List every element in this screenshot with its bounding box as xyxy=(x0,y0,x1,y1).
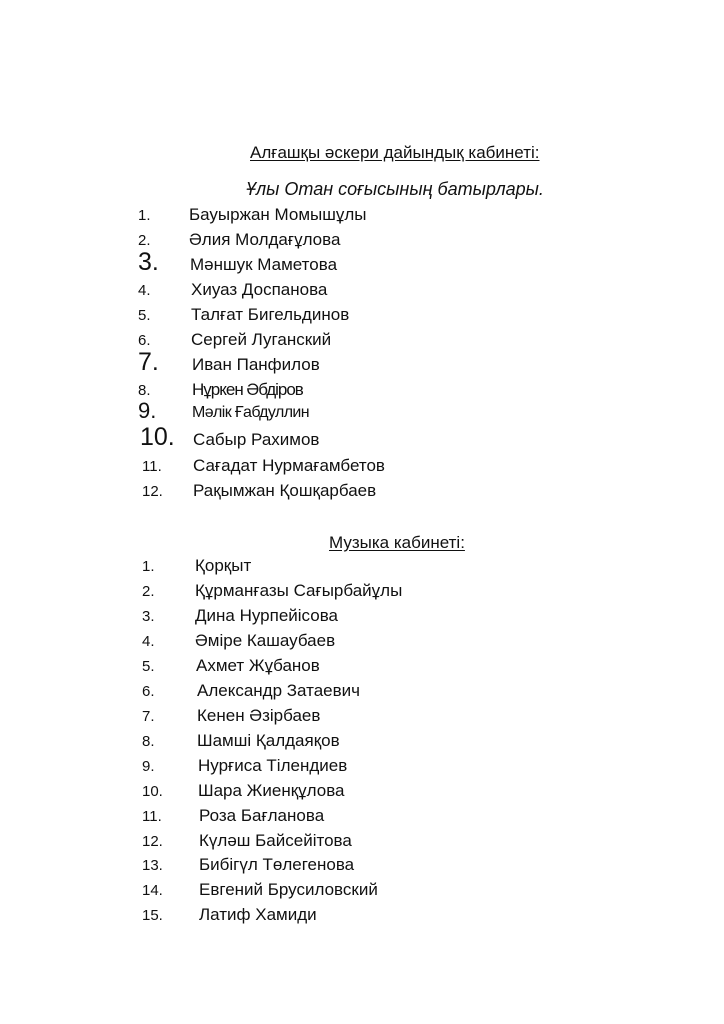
list-number: 12. xyxy=(142,483,163,500)
list-number: 7. xyxy=(142,708,155,725)
list-name: Ахмет Жұбанов xyxy=(196,656,320,675)
list-name: Мәншук Маметова xyxy=(190,255,338,274)
list-name: Нұркен Әбдіров xyxy=(192,380,303,399)
list-name: Евгений Брусиловский xyxy=(199,880,378,899)
list-number: 9. xyxy=(142,758,155,775)
list-name: Әміре Кашаубаев xyxy=(195,631,336,650)
list-number: 8. xyxy=(142,733,155,750)
list-number: 15. xyxy=(142,907,163,924)
list-name: Сабыр Рахимов xyxy=(193,430,320,449)
list-number: 3. xyxy=(138,248,159,276)
list-number: 2. xyxy=(142,583,155,600)
list-number: 8. xyxy=(138,382,151,399)
list-name: Сергей Луганский xyxy=(191,330,332,349)
list-number: 13. xyxy=(142,857,163,874)
list-number: 6. xyxy=(138,332,151,349)
list-name: Роза Бағланова xyxy=(199,806,325,825)
list-number: 3. xyxy=(142,608,155,625)
list-name: Құрманғазы Сағырбайұлы xyxy=(195,581,403,600)
list-name: Әлия Молдағұлова xyxy=(189,230,341,249)
list-number: 12. xyxy=(142,833,163,850)
list-name: Мәлік Ғабдуллин xyxy=(192,404,310,421)
list-number: 14. xyxy=(142,882,163,899)
list-number: 6. xyxy=(142,683,155,700)
list-name: Кенен Әзірбаев xyxy=(197,706,321,725)
list-name: Қорқыт xyxy=(195,556,252,575)
list-name: Рақымжан Қошқарбаев xyxy=(193,481,377,500)
list-number: 10. xyxy=(140,423,175,451)
list-name: Бауыржан Момышұлы xyxy=(189,205,367,224)
list-name: Шамші Қалдаяқов xyxy=(197,731,340,750)
list-name: Нурғиса Тілендиев xyxy=(198,756,348,775)
list-number: 11. xyxy=(142,458,162,475)
list-number: 5. xyxy=(138,307,151,324)
list-number: 7. xyxy=(138,348,159,376)
list-name: Александр Затаевич xyxy=(197,681,361,700)
list-name: Сағадат Нурмағамбетов xyxy=(193,456,385,475)
list-name: Бибігүл Төлегенова xyxy=(199,855,355,874)
heroes-section-subheading: Ұлы Отан соғысының батырлары. xyxy=(246,179,544,199)
list-number: 4. xyxy=(138,282,151,299)
list-name: Талғат Бигельдинов xyxy=(191,305,350,324)
list-name: Күләш Байсейітова xyxy=(199,831,352,850)
list-number: 4. xyxy=(142,633,155,650)
list-number: 1. xyxy=(138,207,151,224)
list-name: Шара Жиенқұлова xyxy=(198,781,345,800)
list-number: 1. xyxy=(142,558,155,575)
list-name: Латиф Хамиди xyxy=(199,905,317,924)
list-name: Иван Панфилов xyxy=(192,355,320,374)
list-number: 10. xyxy=(142,783,163,800)
heroes-section-heading: Алғашқы әскери дайындық кабинеті: xyxy=(250,143,540,162)
list-number: 5. xyxy=(142,658,155,675)
music-section-heading: Музыка кабинеті: xyxy=(329,533,465,552)
list-name: Хиуаз Доспанова xyxy=(191,280,328,299)
list-number: 9. xyxy=(138,398,157,423)
list-name: Дина Нурпейісова xyxy=(195,606,338,625)
list-number: 2. xyxy=(138,232,151,249)
list-number: 11. xyxy=(142,808,162,825)
